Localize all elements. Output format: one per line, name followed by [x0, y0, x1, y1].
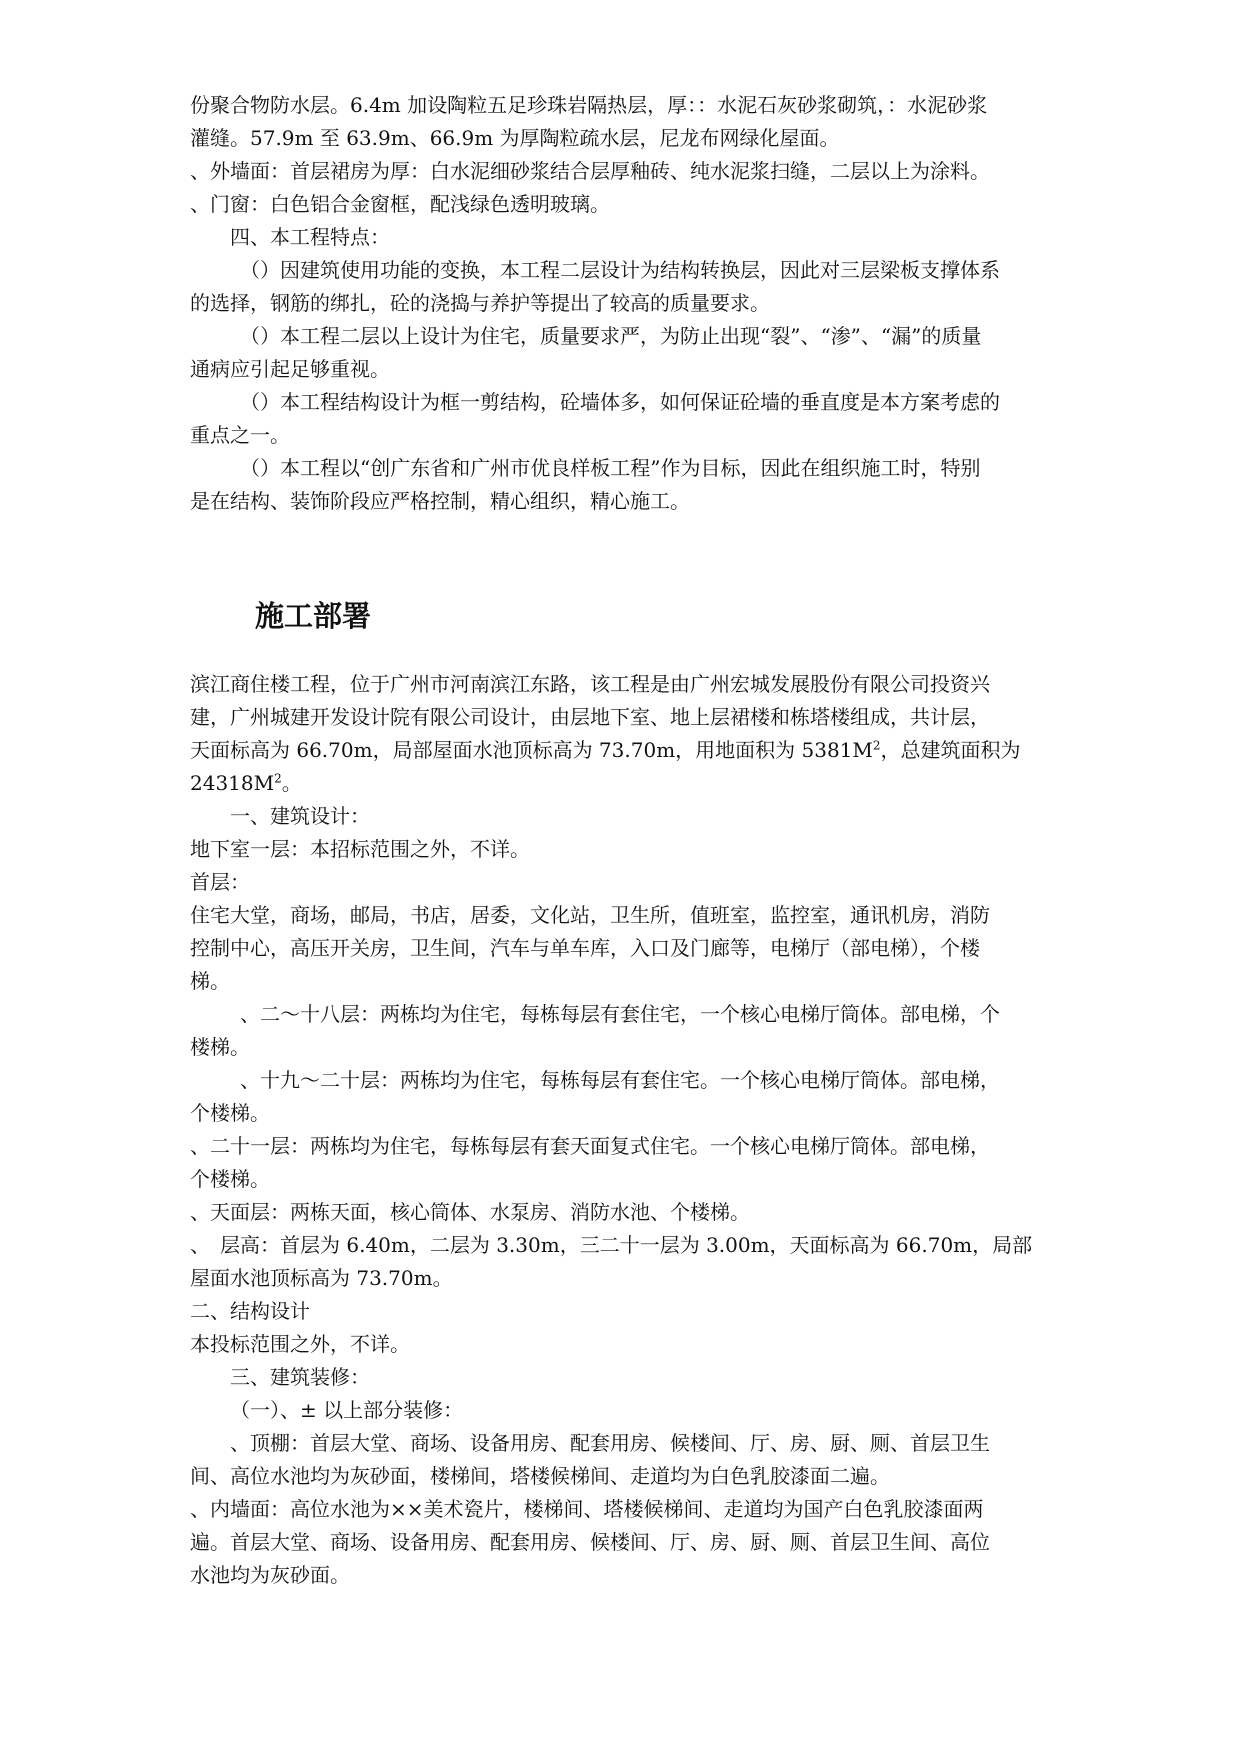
section-subheading: （一）、± 以上部分装修：: [230, 1398, 464, 1422]
paragraph-line: 建，广州城建开发设计院有限公司设计，由层地下室、地上层裙楼和栋塔楼组成，共计层，: [190, 705, 990, 729]
paragraph-line: 地下室一层：本招标范围之外，不详。: [190, 837, 530, 861]
paragraph-line: 个楼梯。: [190, 1101, 270, 1125]
paragraph-line: 、顶棚：首层大堂、商场、设备用房、配套用房、候楼间、厅、房、厨、厕、首层卫生: [230, 1431, 990, 1455]
paragraph-line: 、门窗：白色铝合金窗框，配浅绿色透明玻璃。: [190, 192, 610, 216]
paragraph-line: 首层：: [190, 870, 250, 894]
paragraph-line: 、外墙面：首层裙房为厚：白水泥细砂浆结合层厚釉砖、纯水泥浆扫缝，二层以上为涂料。: [190, 159, 990, 183]
paragraph-line: 本投标范围之外，不详。: [190, 1332, 410, 1356]
paragraph-line: 是在结构、装饰阶段应严格控制，精心组织，精心施工。: [190, 489, 690, 513]
paragraph-line: 遍。首层大堂、商场、设备用房、配套用房、候楼间、厅、房、厨、厕、首层卫生间、高位: [190, 1530, 990, 1554]
paragraph-line: 、二～十八层：两栋均为住宅，每栋每层有套住宅，一个核心电梯厅筒体。部电梯，个: [240, 1002, 1000, 1026]
paragraph-line: （）因建筑使用功能的变换，本工程二层设计为结构转换层，因此对三层梁板支撑体系: [240, 258, 1000, 282]
paragraph-line: [190, 734, 1070, 767]
paragraph-line: 、内墙面：高位水池为××美术瓷片，楼梯间、塔楼候梯间、走道均为国产白色乳胶漆面两: [190, 1497, 984, 1521]
paragraph-line: 住宅大堂，商场，邮局，书店，居委，文化站，卫生所，值班室，监控室，通讯机房，消防: [190, 903, 990, 927]
paragraph-line: 滨江商住楼工程，位于广州市河南滨江东路，该工程是由广州宏城发展股份有限公司投资兴: [190, 672, 990, 696]
paragraph-line: 重点之一。: [190, 423, 290, 447]
paragraph-line: （）本工程结构设计为框一剪结构，砼墙体多，如何保证砼墙的垂直度是本方案考虑的: [240, 390, 1000, 414]
paragraph-line: 、十九～二十层：两栋均为住宅，每栋每层有套住宅。一个核心电梯厅筒体。部电梯，: [240, 1068, 1000, 1092]
paragraph-line: 间、高位水池均为灰砂面，楼梯间，塔楼候梯间、走道均为白色乳胶漆面二遍。: [190, 1464, 890, 1488]
section-subheading: 二、结构设计: [190, 1299, 310, 1323]
paragraph-line: 控制中心，高压开关房，卫生间，汽车与单车库，入口及门廊等，电梯厅（部电梯），个楼: [190, 936, 980, 960]
paragraph-line: （）本工程二层以上设计为住宅，质量要求严，为防止出现“裂”、“渗”、“漏”的质量: [240, 324, 982, 348]
section-title: 施工部署: [255, 599, 372, 633]
paragraph-line: 楼梯。: [190, 1035, 250, 1059]
paragraph-line: 灌缝。57.9m 至 63.9m、66.9m 为厚陶粒疏水层，尼龙布网绿化屋面。: [190, 126, 840, 150]
line-text: 。: [281, 771, 302, 795]
paragraph-line: 的选择，钢筋的绑扎，砼的浇捣与养护等提出了较高的质量要求。: [190, 291, 770, 315]
paragraph-line: 梯。: [190, 969, 230, 993]
superscript: 2: [872, 738, 881, 753]
paragraph-line: [190, 767, 1070, 800]
line-text: ，总建筑面积为: [880, 738, 1021, 762]
section-subheading: 四、本工程特点：: [230, 225, 390, 249]
line-text: 24318M: [190, 771, 275, 795]
superscript: 2: [274, 771, 282, 786]
paragraph-line: 、天面层：两栋天面，核心筒体、水泵房、消防水池、个楼梯。: [190, 1200, 750, 1224]
section-subheading: 一、建筑设计：: [230, 804, 370, 828]
paragraph-line: 、二十一层：两栋均为住宅，每栋每层有套天面复式住宅。一个核心电梯厅筒体。部电梯，: [190, 1134, 990, 1158]
paragraph-line: 水池均为灰砂面。: [190, 1563, 350, 1587]
paragraph-line: 个楼梯。: [190, 1167, 270, 1191]
paragraph-line: 份聚合物防水层。6.4m 加设陶粒五足珍珠岩隔热层，厚：：水泥石灰砂浆砌筑，：水泥砂浆: [190, 93, 988, 117]
paragraph-line: 、 层高：首层为 6.40m，二层为 3.30m，三二十一层为 3.00m，天面标高为 66.70m，局部: [190, 1233, 1033, 1257]
bottom-text-block: [190, 668, 1070, 1592]
section-subheading: 三、建筑装修：: [230, 1365, 370, 1389]
line-text: 天面标高为 66.70m，局部屋面水池顶标高为 73.70m，用地面积为 5381M: [190, 738, 873, 762]
paragraph-line: 屋面水池顶标高为 73.70m。: [190, 1266, 453, 1290]
top-text-block: [190, 89, 1070, 518]
paragraph-line: 通病应引起足够重视。: [190, 357, 390, 381]
paragraph-line: （）本工程以“创广东省和广州市优良样板工程”作为目标，因此在组织施工时，特别: [240, 456, 981, 480]
